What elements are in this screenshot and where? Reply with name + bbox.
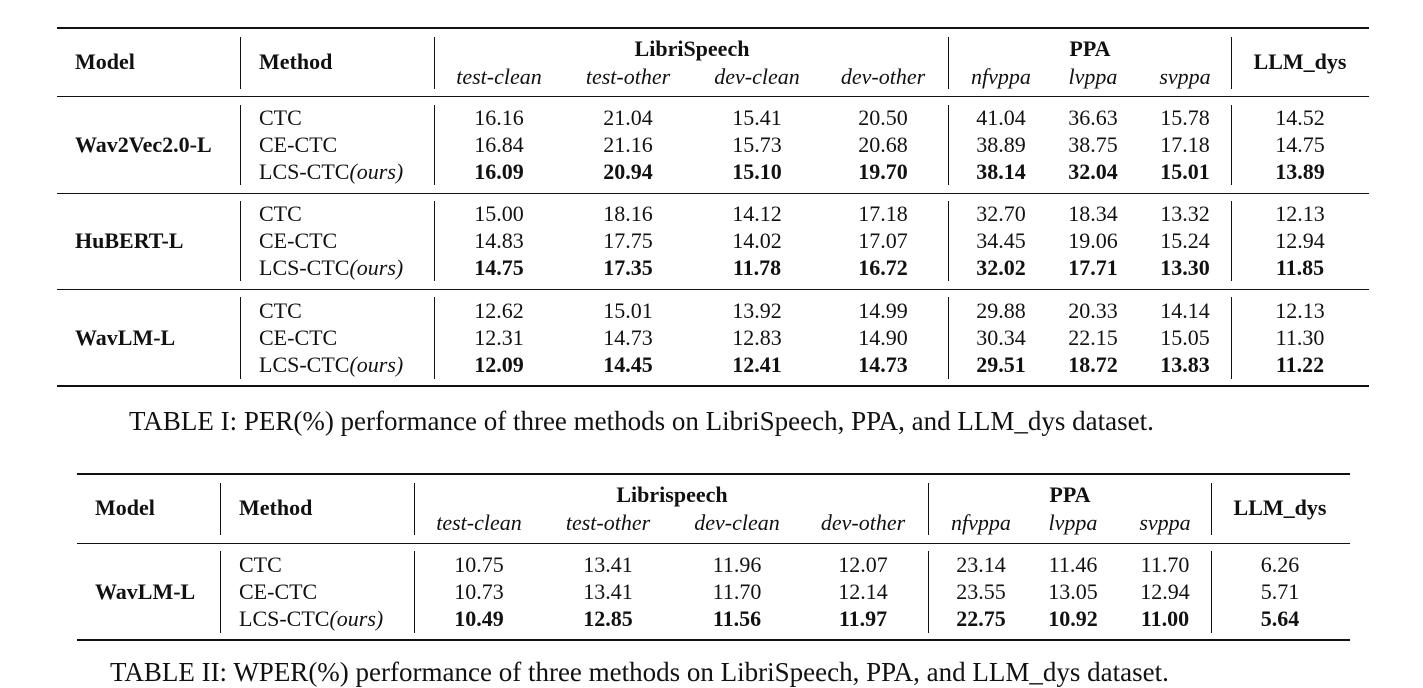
header-llm-dys: LLM_dys: [1233, 495, 1327, 520]
value-cell: 41.04: [976, 105, 1026, 130]
value-cell: 11.78: [732, 255, 782, 280]
value-cell: 23.55: [956, 579, 1006, 604]
value-cell: 16.72: [858, 255, 908, 280]
column-divider: [948, 105, 949, 185]
method-name: CTC: [259, 105, 302, 130]
value-cell: 14.14: [1160, 298, 1210, 323]
column-divider: [1211, 551, 1212, 633]
header-ppa: PPA: [1069, 36, 1111, 61]
value-cell: 19.70: [858, 159, 908, 184]
column-divider: [240, 37, 241, 89]
header-svppa: svppa: [1139, 510, 1191, 535]
value-cell: 12.14: [838, 579, 888, 604]
column-divider: [1231, 297, 1232, 379]
model-name: WavLM-L: [95, 579, 196, 604]
value-cell: 10.92: [1048, 606, 1098, 631]
table-1-caption: TABLE I: PER(%) performance of three methods on LibriSpeech, PPA, and LLM_dys dataset.: [129, 406, 1154, 436]
value-cell: 20.68: [858, 132, 908, 157]
value-cell: 11.97: [838, 606, 888, 631]
value-cell: 13.30: [1160, 255, 1210, 280]
column-divider: [948, 37, 949, 89]
value-cell: 18.72: [1068, 352, 1118, 377]
value-cell: 12.62: [474, 298, 524, 323]
value-cell: 12.85: [583, 606, 633, 631]
header-test-clean: test-clean: [436, 510, 522, 535]
value-cell: 13.05: [1048, 579, 1098, 604]
header-llm-dys: LLM_dys: [1253, 49, 1347, 74]
value-cell: 10.73: [454, 579, 504, 604]
value-cell: 12.31: [474, 325, 524, 350]
value-cell: 15.78: [1160, 105, 1210, 130]
column-divider: [948, 201, 949, 281]
value-cell: 13.41: [583, 552, 633, 577]
column-divider: [1231, 37, 1232, 89]
method-name: CE-CTC: [259, 132, 338, 157]
header-method: Method: [239, 495, 313, 520]
value-cell: 10.75: [454, 552, 504, 577]
header-test-other: test-other: [565, 510, 651, 535]
value-cell: 12.83: [732, 325, 782, 350]
value-cell: 15.01: [1160, 159, 1210, 184]
column-divider: [1231, 105, 1232, 185]
column-divider: [1231, 201, 1232, 281]
value-cell: 11.22: [1275, 352, 1325, 377]
value-cell: 38.89: [976, 132, 1026, 157]
header-nfvppa: nfvppa: [951, 510, 1011, 535]
column-divider: [434, 297, 435, 379]
value-cell: 20.94: [603, 159, 653, 184]
header-dev-clean: dev-clean: [714, 64, 800, 89]
header-dev-other: dev-other: [840, 64, 926, 89]
value-cell: 18.16: [603, 201, 653, 226]
value-cell: 17.71: [1068, 255, 1118, 280]
header-librispeech: LibriSpeech: [634, 36, 750, 61]
method-suffix: (ours): [329, 606, 384, 631]
method-label: LCS-CTC: [259, 255, 350, 280]
model-name: Wav2Vec2.0-L: [75, 132, 212, 157]
value-cell: 30.34: [976, 325, 1026, 350]
column-divider: [240, 297, 241, 379]
value-cell: 12.13: [1275, 201, 1325, 226]
column-divider: [434, 105, 435, 185]
column-divider: [928, 483, 929, 535]
header-lvppa: lvppa: [1048, 510, 1098, 535]
value-cell: 17.35: [603, 255, 653, 280]
value-cell: 13.83: [1160, 352, 1210, 377]
table-bottom-rule: [57, 385, 1369, 387]
value-cell: 11.70: [712, 579, 762, 604]
method-label: LCS-CTC: [239, 606, 330, 631]
method-name: CTC: [239, 552, 282, 577]
value-cell: 16.16: [474, 105, 524, 130]
value-cell: 19.06: [1068, 228, 1118, 253]
column-divider: [240, 201, 241, 281]
value-cell: 11.00: [1140, 606, 1190, 631]
method-name: CE-CTC: [259, 325, 338, 350]
value-cell: 5.64: [1260, 606, 1300, 631]
header-librispeech: Librispeech: [616, 482, 728, 507]
block-rule: [57, 289, 1369, 290]
value-cell: 32.04: [1068, 159, 1118, 184]
model-name: HuBERT-L: [75, 228, 184, 253]
value-cell: 14.73: [858, 352, 908, 377]
model-name: WavLM-L: [75, 325, 176, 350]
method-name: CTC: [259, 201, 302, 226]
value-cell: 12.94: [1140, 579, 1190, 604]
column-divider: [414, 483, 415, 535]
header-dev-other: dev-other: [820, 510, 906, 535]
value-cell: 15.01: [603, 298, 653, 323]
method-name: CTC: [259, 298, 302, 323]
value-cell: 29.88: [976, 298, 1026, 323]
method-name: [259, 159, 403, 185]
value-cell: 12.13: [1275, 298, 1325, 323]
value-cell: 15.10: [732, 159, 782, 184]
value-cell: 11.85: [1275, 255, 1325, 280]
method-suffix: (ours): [349, 255, 404, 280]
value-cell: 17.18: [1160, 132, 1210, 157]
value-cell: 21.16: [603, 132, 653, 157]
value-cell: 18.34: [1068, 201, 1118, 226]
table-top-rule: [57, 27, 1369, 29]
column-divider: [434, 201, 435, 281]
value-cell: 32.02: [976, 255, 1026, 280]
value-cell: 15.05: [1160, 325, 1210, 350]
value-cell: 23.14: [956, 552, 1006, 577]
value-cell: 17.07: [858, 228, 908, 253]
header-test-clean: test-clean: [456, 64, 542, 89]
value-cell: 12.94: [1275, 228, 1325, 253]
header-nfvppa: nfvppa: [971, 64, 1031, 89]
method-label: LCS-CTC: [259, 352, 350, 377]
value-cell: 13.89: [1275, 159, 1325, 184]
value-cell: 14.75: [474, 255, 524, 280]
value-cell: 36.63: [1068, 105, 1118, 130]
value-cell: 17.18: [858, 201, 908, 226]
method-name: CE-CTC: [259, 228, 338, 253]
value-cell: 14.12: [732, 201, 782, 226]
value-cell: 14.83: [474, 228, 524, 253]
header-model: Model: [95, 495, 155, 520]
table-top-rule: [77, 473, 1350, 475]
method-name: [239, 606, 383, 632]
block-rule: [57, 193, 1369, 194]
value-cell: 14.73: [603, 325, 653, 350]
method-name: [259, 255, 403, 281]
column-divider: [1211, 483, 1212, 535]
value-cell: 11.70: [1140, 552, 1190, 577]
column-divider: [948, 297, 949, 379]
header-ppa: PPA: [1049, 482, 1091, 507]
table-2-caption: TABLE II: WPER(%) performance of three methods on LibriSpeech, PPA, and LLM_dys dataset.: [110, 657, 1169, 687]
value-cell: 12.07: [838, 552, 888, 577]
value-cell: 12.09: [474, 352, 524, 377]
value-cell: 22.75: [956, 606, 1006, 631]
column-divider: [220, 551, 221, 633]
header-method: Method: [259, 49, 333, 74]
header-test-other: test-other: [585, 64, 671, 89]
value-cell: 38.75: [1068, 132, 1118, 157]
value-cell: 14.02: [732, 228, 782, 253]
method-suffix: (ours): [349, 352, 404, 377]
header-lvppa: lvppa: [1068, 64, 1118, 89]
table-header-rule: [77, 543, 1350, 544]
value-cell: 10.49: [454, 606, 504, 631]
value-cell: 20.33: [1068, 298, 1118, 323]
column-divider: [240, 105, 241, 185]
value-cell: 13.92: [732, 298, 782, 323]
value-cell: 21.04: [603, 105, 653, 130]
method-label: LCS-CTC: [259, 159, 350, 184]
header-model: Model: [75, 49, 135, 74]
value-cell: 13.32: [1160, 201, 1210, 226]
value-cell: 6.26: [1260, 552, 1300, 577]
header-dev-clean: dev-clean: [694, 510, 780, 535]
value-cell: 14.45: [603, 352, 653, 377]
value-cell: 13.41: [583, 579, 633, 604]
value-cell: 38.14: [976, 159, 1026, 184]
column-divider: [434, 37, 435, 89]
value-cell: 14.75: [1275, 132, 1325, 157]
value-cell: 20.50: [858, 105, 908, 130]
header-svppa: svppa: [1159, 64, 1211, 89]
method-suffix: (ours): [349, 159, 404, 184]
value-cell: 15.73: [732, 132, 782, 157]
value-cell: 22.15: [1068, 325, 1118, 350]
value-cell: 14.52: [1275, 105, 1325, 130]
value-cell: 5.71: [1260, 579, 1300, 604]
value-cell: 16.84: [474, 132, 524, 157]
value-cell: 11.30: [1275, 325, 1325, 350]
value-cell: 15.41: [732, 105, 782, 130]
value-cell: 14.90: [858, 325, 908, 350]
value-cell: 12.41: [732, 352, 782, 377]
value-cell: 14.99: [858, 298, 908, 323]
method-name: CE-CTC: [239, 579, 318, 604]
table-bottom-rule: [77, 639, 1350, 641]
value-cell: 11.56: [712, 606, 762, 631]
column-divider: [928, 551, 929, 633]
table-header-rule: [57, 96, 1369, 97]
column-divider: [220, 483, 221, 535]
value-cell: 16.09: [474, 159, 524, 184]
value-cell: 29.51: [976, 352, 1026, 377]
value-cell: 34.45: [976, 228, 1026, 253]
value-cell: 32.70: [976, 201, 1026, 226]
value-cell: 11.96: [712, 552, 762, 577]
method-name: [259, 352, 403, 378]
value-cell: 17.75: [603, 228, 653, 253]
value-cell: 11.46: [1048, 552, 1098, 577]
value-cell: 15.00: [474, 201, 524, 226]
column-divider: [414, 551, 415, 633]
value-cell: 15.24: [1160, 228, 1210, 253]
